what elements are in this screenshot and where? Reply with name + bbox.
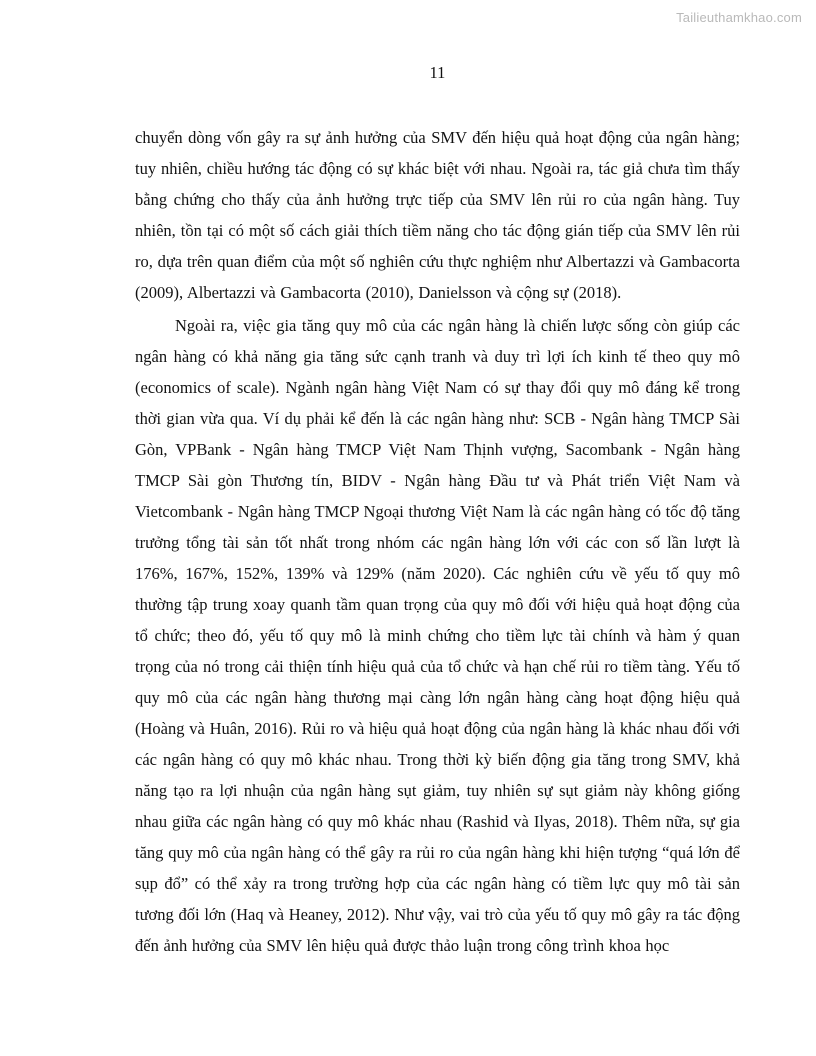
watermark: Tailieuthamkhao.com [676,10,802,25]
body-paragraph-1: chuyển dòng vốn gây ra sự ảnh hưởng của SMV đến hiệu quả hoạt động của ngân hàng; tuy nhiên, chiều hướng tác động có sự khác biệt với nhau. Ngoài ra, tác giả chưa tìm thấy bằng chứng cho thấy của ảnh hưởng trực tiếp của SMV lên rủi ro của ngân hàng. Tuy nhiên, tồn tại có một số cách giải thích tiềm năng cho tác động gián tiếp của SMV lên rủi ro, dựa trên quan điểm của một số nghiên cứu thực nghiệm như Albertazzi và Gambacorta (2009), Albertazzi và Gambacorta (2010), Danielsson và cộng sự (2018). [135,128,740,302]
page-number: 11 [429,63,446,82]
body-text [135,122,740,961]
body-paragraph-2: Ngoài ra, việc gia tăng quy mô của các ngân hàng là chiến lược sống còn giúp các ngân hàng có khả năng gia tăng sức cạnh tranh và duy trì lợi ích kinh tế theo quy mô (economics of scale). Ngành ngân hàng Việt Nam có sự thay đổi quy mô đáng kể trong thời gian vừa qua. Ví dụ phải kể đến là các ngân hàng như: SCB - Ngân hàng TMCP Sài Gòn, VPBank - Ngân hàng TMCP Việt Nam Thịnh vượng, Sacombank - Ngân hàng TMCP Sài gòn Thương tín, BIDV - Ngân hàng Đầu tư và Phát triển Việt Nam và Vietcombank - Ngân hàng TMCP Ngoại thương Việt Nam là các ngân hàng có tốc độ tăng trưởng tổng tài sản tốt nhất trong nhóm các ngân hàng lớn với các con số lần lượt là 176%, 167%, 152%, 139% và 129% (năm 2020). Các nghiên cứu về yếu tố quy mô thường tập trung xoay quanh tầm quan trọng của quy mô đối với hiệu quả hoạt động của tổ chức; theo đó, yếu tố quy mô là minh chứng cho tiềm lực tài chính và hàm ý quan trọng của nó trong cải thiện tính hiệu quả của tổ chức và hạn chế rủi ro tiềm tàng. Yếu tố quy mô của các ngân hàng thương mại càng lớn ngân hàng càng hoạt động hiệu quả (Hoàng và Huân, 2016). Rủi ro và hiệu quả hoạt động của ngân hàng là khác nhau đối với các ngân hàng có quy mô khác nhau. Trong thời kỳ biến động gia tăng trong SMV, khả năng tạo ra lợi nhuận của ngân hàng sụt giảm, tuy nhiên sự sụt giảm này không giống nhau giữa các ngân hàng có quy mô khác nhau (Rashid và Ilyas, 2018). Thêm nữa, sự gia tăng quy mô của ngân hàng có thể gây ra rủi ro của ngân hàng khi hiện tượng “quá lớn để sụp đổ” có thể xảy ra trong trường hợp của các ngân hàng có tiềm lực quy mô tài sản tương đối lớn (Haq và Heaney, 2012). Như vậy, vai trò của yếu tố quy mô gây ra tác động đến ảnh hưởng của SMV lên hiệu quả được thảo luận trong công trình khoa học [135,316,740,955]
